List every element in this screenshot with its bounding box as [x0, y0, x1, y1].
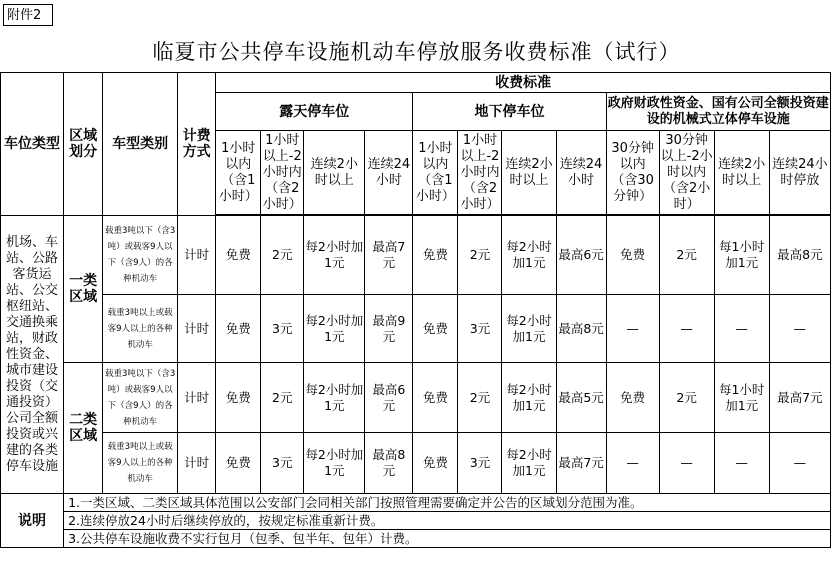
zone-cell-2: 二类区域	[64, 363, 103, 494]
fee-cell: 最高6元	[556, 216, 606, 295]
fee-cell: 每2小时加1元	[304, 433, 365, 494]
fee-cell: 最高8元	[769, 216, 830, 295]
fee-cell: —	[606, 433, 659, 494]
note-line-3: 3.公共停车设施收费不实行包月（包季、包半年、包年）计费。	[64, 530, 831, 548]
header-govt-col-3: 连续2小时以上	[714, 131, 769, 215]
header-vehicle: 车型类别	[103, 73, 178, 216]
fee-cell: —	[769, 295, 830, 363]
fee-cell: 2元	[659, 363, 714, 433]
fee-cell: 免费	[216, 216, 261, 295]
table-row	[1, 433, 831, 494]
fee-cell: 3元	[261, 295, 304, 363]
header-under-col-1: 1小时以内（含1小时）	[413, 131, 458, 215]
fee-cell: 2元	[261, 363, 304, 433]
header-outdoor: 露天停车位	[216, 93, 413, 131]
vehicle-cell: 载重3吨以上或载客9人以上的各种机动车	[103, 295, 178, 363]
location-cell: 机场、车站、公路客货运站、公交枢纽站、交通换乘站，财政性资金、城市建设投资（交通投资）公司全额投资或兴建的各类停车设施	[1, 216, 64, 494]
fee-cell: 3元	[458, 433, 502, 494]
fee-cell: 每2小时加1元	[502, 363, 556, 433]
fee-cell: 免费	[413, 433, 458, 494]
fee-cell: 免费	[606, 216, 659, 295]
fee-cell: 每2小时加1元	[304, 216, 365, 295]
vehicle-cell: 载重3吨以上或载客9人以上的各种机动车	[103, 433, 178, 494]
page-title: 临夏市公共停车设施机动车停放服务收费标准（试行）	[152, 40, 681, 64]
fee-cell: 最高7元	[556, 433, 606, 494]
fee-cell: 最高5元	[556, 363, 606, 433]
note-line-1: 1.一类区域、二类区域具体范围以公安部门会同相关部门按照管理需要确定并公告的区域划分范围为准。	[64, 494, 831, 512]
fee-cell: —	[659, 433, 714, 494]
fee-cell: 最高8元	[556, 295, 606, 363]
fee-cell: 每2小时加1元	[502, 216, 556, 295]
fee-cell: 最高8元	[365, 433, 413, 494]
fee-cell: —	[769, 433, 830, 494]
fee-cell: 2元	[458, 363, 502, 433]
table-row	[1, 216, 831, 295]
fee-cell: 免费	[216, 295, 261, 363]
header-standard: 收费标准	[216, 73, 831, 93]
fee-cell: 免费	[413, 216, 458, 295]
header-method: 计费方式	[178, 73, 216, 216]
header-underground: 地下停车位	[413, 93, 606, 131]
fee-cell: 2元	[261, 216, 304, 295]
fee-cell: 3元	[261, 433, 304, 494]
fee-cell: 免费	[216, 363, 261, 433]
fee-cell: —	[659, 295, 714, 363]
note-line-2: 2.连续停放24小时后继续停放的，按规定标准重新计费。	[64, 512, 831, 530]
fee-cell: 3元	[458, 295, 502, 363]
fee-cell: 最高7元	[769, 363, 830, 433]
method-cell: 计时	[178, 216, 216, 295]
header-govt-col-1: 30分钟以内（含30分钟）	[606, 131, 659, 215]
fee-cell: 免费	[413, 295, 458, 363]
fee-cell: 免费	[606, 363, 659, 433]
header-under-col-4: 连续24小时	[556, 131, 606, 215]
fee-cell: 2元	[659, 216, 714, 295]
fee-cell: 最高9元	[365, 295, 413, 363]
header-outdoor-col-1: 1小时以内（含1小时）	[216, 131, 261, 215]
fee-cell: 每2小时加1元	[304, 295, 365, 363]
header-outdoor-col-4: 连续24小时	[365, 131, 413, 215]
fee-cell: —	[714, 433, 769, 494]
fee-cell: —	[714, 295, 769, 363]
fee-cell: 最高6元	[365, 363, 413, 433]
header-zone: 区域划分	[64, 73, 103, 216]
fee-cell: 每2小时加1元	[502, 433, 556, 494]
header-govt-col-4: 连续24小时停放	[769, 131, 830, 215]
fee-cell: 每1小时加1元	[714, 363, 769, 433]
zone-cell-1: 一类区域	[64, 216, 103, 363]
fee-cell: 2元	[458, 216, 502, 295]
vehicle-cell: 载重3吨以下（含3吨）或载客9人以下（含9人）的各种机动车	[103, 363, 178, 433]
header-outdoor-col-3: 连续2小时以上	[304, 131, 365, 215]
vehicle-cell: 载重3吨以下（含3吨）或载客9人以下（含9人）的各种机动车	[103, 216, 178, 295]
notes-label: 说明	[1, 494, 64, 548]
method-cell: 计时	[178, 363, 216, 433]
header-parking-type: 车位类型	[1, 73, 64, 216]
header-under-col-3: 连续2小时以上	[502, 131, 556, 215]
fee-cell: 每2小时加1元	[502, 295, 556, 363]
fee-table	[0, 72, 831, 548]
method-cell: 计时	[178, 433, 216, 494]
header-govt-facility: 政府财政性资金、国有公司全额投资建设的机械式立体停车设施	[606, 93, 830, 131]
fee-cell: —	[606, 295, 659, 363]
method-cell: 计时	[178, 295, 216, 363]
fee-cell: 最高7元	[365, 216, 413, 295]
fee-cell: 免费	[413, 363, 458, 433]
attachment-label: 附件2	[3, 4, 53, 26]
fee-cell: 每2小时加1元	[304, 363, 365, 433]
header-under-col-2: 1小时以上-2小时内（含2小时）	[458, 131, 502, 215]
table-row	[1, 363, 831, 433]
header-outdoor-col-2: 1小时以上-2小时内（含2小时）	[261, 131, 304, 215]
fee-cell: 每1小时加1元	[714, 216, 769, 295]
fee-cell: 免费	[216, 433, 261, 494]
table-row	[1, 295, 831, 363]
header-govt-col-2: 30分钟以上-2小时以内（含2小时）	[659, 131, 714, 215]
